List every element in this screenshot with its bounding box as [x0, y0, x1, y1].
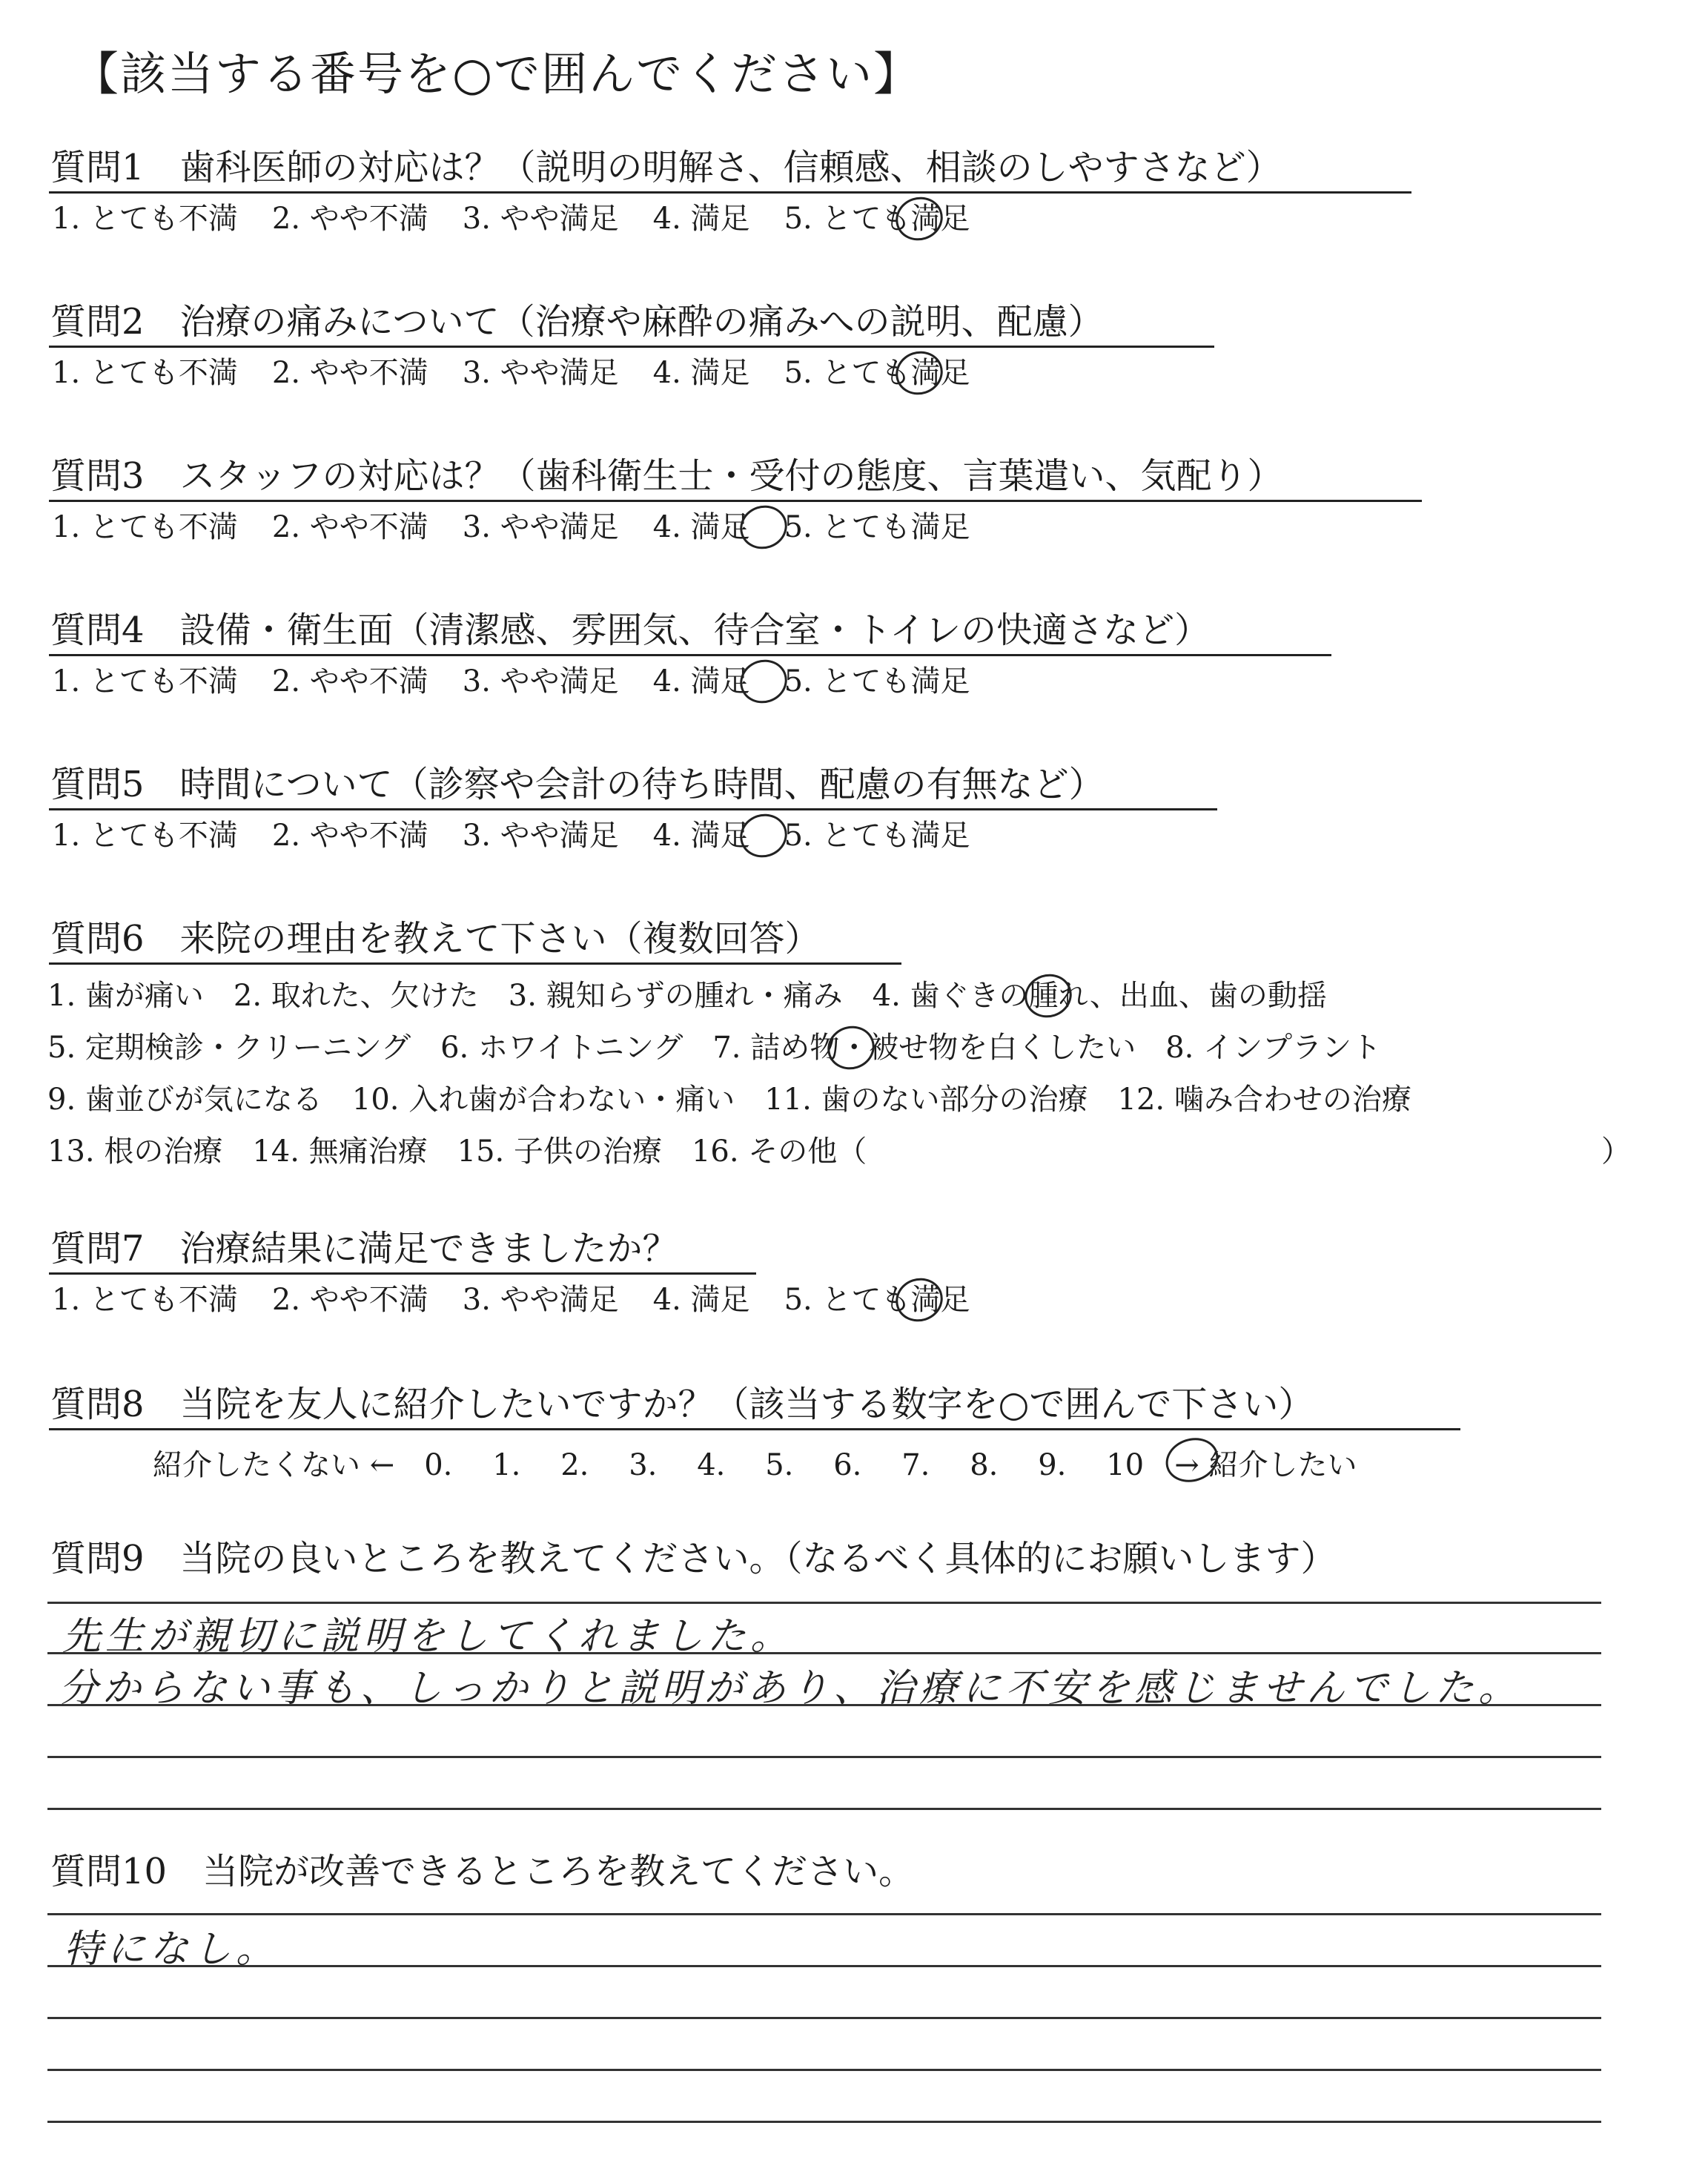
- scale-6[interactable]: 6.: [833, 1448, 862, 1482]
- q5-option-3[interactable]: 3. やや満足: [462, 819, 619, 853]
- answer-line: [47, 1965, 1601, 1967]
- question-5-underline: [49, 808, 1217, 810]
- q2-option-5[interactable]: 5. とても満足: [784, 356, 970, 390]
- question-6-title: 質問6 来院の理由を教えて下さい（複数回答）: [50, 918, 821, 960]
- question-6-other-close: ）: [1601, 1135, 1631, 1169]
- q1-option-4[interactable]: 4. 満足: [652, 202, 750, 236]
- scale-0[interactable]: 0.: [424, 1448, 453, 1482]
- page-title: 【該当する番号を○で囲んでください】: [73, 47, 921, 101]
- question-10-title: 質問10 当院が改善できるところを教えてください。: [50, 1851, 915, 1892]
- q7-option-1[interactable]: 1. とても不満: [52, 1283, 238, 1317]
- scale-3[interactable]: 3.: [629, 1448, 658, 1482]
- q10-answer-line-1[interactable]: 特になし。: [64, 1927, 279, 1972]
- question-6-row-4[interactable]: 13. 根の治療 14. 無痛治療 15. 子供の治療 16. その他（: [47, 1135, 867, 1169]
- question-1-title: 質問1 歯科医師の対応は？（説明の明解さ、信頼感、相談のしやすさなど）: [50, 147, 1282, 188]
- scale-4[interactable]: 4.: [697, 1448, 726, 1482]
- question-1-options: [52, 200, 1004, 237]
- answer-line: [47, 2069, 1601, 2071]
- selection-circle-q6-7: [822, 1020, 881, 1076]
- q2-option-2[interactable]: 2. やや不満: [271, 356, 428, 390]
- question-2-underline: [49, 346, 1214, 348]
- q4-option-1[interactable]: 1. とても不満: [52, 664, 238, 698]
- question-6-row-1[interactable]: 1. 歯が痛い 2. 取れた、欠けた 3. 親知らずの腫れ・痛み 4. 歯ぐきの腫れ、出血、歯の動揺: [47, 979, 1327, 1013]
- question-4-title: 質問4 設備・衛生面（清潔感、雰囲気、待合室・トイレの快適さなど）: [50, 610, 1211, 651]
- scale-7[interactable]: 7.: [901, 1448, 930, 1482]
- q2-option-1[interactable]: 1. とても不満: [52, 356, 238, 390]
- q7-option-4[interactable]: 4. 満足: [652, 1283, 750, 1317]
- question-3-options: [52, 509, 1004, 546]
- answer-line: [47, 1704, 1601, 1706]
- scale-left-label: 紹介したくない ←: [153, 1448, 395, 1482]
- selection-circle-q7: [890, 1272, 949, 1328]
- q7-option-3[interactable]: 3. やや満足: [462, 1283, 619, 1317]
- q1-option-2[interactable]: 2. やや不満: [271, 202, 428, 236]
- question-4-options: [52, 663, 1004, 700]
- scale-1[interactable]: 1.: [492, 1448, 521, 1482]
- q4-option-2[interactable]: 2. やや不満: [271, 664, 428, 698]
- q3-option-5[interactable]: 5. とても満足: [784, 510, 970, 544]
- scale-10[interactable]: 10: [1106, 1448, 1145, 1482]
- question-9-title: 質問9 当院の良いところを教えてください。（なるべく具体的にお願いします）: [50, 1538, 1337, 1579]
- answer-line: [47, 1756, 1601, 1758]
- scale-8[interactable]: 8.: [970, 1448, 999, 1482]
- question-7-underline: [49, 1272, 756, 1275]
- q2-option-3[interactable]: 3. やや満足: [462, 356, 619, 390]
- selection-circle-q2: [890, 346, 949, 401]
- q5-option-5[interactable]: 5. とても満足: [784, 819, 970, 853]
- q1-option-1[interactable]: 1. とても不満: [52, 202, 238, 236]
- q1-option-5[interactable]: 5. とても満足: [784, 202, 970, 236]
- q2-option-4[interactable]: 4. 満足: [652, 356, 750, 390]
- answer-line: [47, 2017, 1601, 2019]
- q9-answer-line-2[interactable]: 分からない事も、しっかりと説明があり、治療に不安を感じませんでした。: [59, 1666, 1522, 1711]
- selection-circle-q1: [890, 191, 949, 247]
- question-5-title: 質問5 時間について（診察や会計の待ち時間、配慮の有無など）: [50, 764, 1105, 805]
- q4-option-4[interactable]: 4. 満足: [652, 664, 750, 698]
- answer-line: [47, 1652, 1601, 1654]
- question-8-underline: [49, 1428, 1460, 1430]
- q9-answer-line-1[interactable]: 先生が親切に説明をしてくれました。: [62, 1614, 794, 1659]
- q4-option-5[interactable]: 5. とても満足: [784, 664, 970, 698]
- question-2-title: 質問2 治療の痛みについて（治療や麻酔の痛みへの説明、配慮）: [50, 301, 1104, 343]
- question-7-options: [52, 1281, 1004, 1318]
- question-3-underline: [49, 500, 1422, 502]
- q3-option-1[interactable]: 1. とても不満: [52, 510, 238, 544]
- question-6-row-3[interactable]: 9. 歯並びが気になる 10. 入れ歯が合わない・痛い 11. 歯のない部分の治療 12. 噛み合わせの治療: [47, 1083, 1411, 1117]
- selection-circle-q6-4: [1019, 968, 1078, 1024]
- question-6-underline: [49, 962, 901, 965]
- q3-option-4[interactable]: 4. 満足: [652, 510, 750, 544]
- q5-option-2[interactable]: 2. やや不満: [271, 819, 428, 853]
- q7-option-2[interactable]: 2. やや不満: [271, 1283, 428, 1317]
- question-1-underline: [49, 191, 1411, 194]
- answer-line: [47, 1602, 1601, 1604]
- q5-option-1[interactable]: 1. とても不満: [52, 819, 238, 853]
- question-6-row-2[interactable]: 5. 定期検診・クリーニング 6. ホワイトニング 7. 詰め物・被せ物を白くしたい 8. インプラント: [47, 1031, 1382, 1065]
- scale-right-label: → 紹介したい: [1174, 1448, 1357, 1482]
- q3-option-2[interactable]: 2. やや不満: [271, 510, 428, 544]
- q1-option-3[interactable]: 3. やや満足: [462, 202, 619, 236]
- scale-2[interactable]: 2.: [560, 1448, 589, 1482]
- question-8-title: 質問8 当院を友人に紹介したいですか？（該当する数字を○で囲んで下さい）: [50, 1384, 1314, 1425]
- selection-circle-q4: [735, 654, 793, 710]
- question-5-options: [52, 817, 1004, 854]
- question-3-title: 質問3 スタッフの対応は？（歯科衛生士・受付の態度、言葉遣い、気配り）: [50, 455, 1283, 497]
- answer-line: [47, 1808, 1601, 1810]
- answer-line: [47, 2121, 1601, 2123]
- selection-circle-q5: [735, 808, 793, 864]
- q3-option-3[interactable]: 3. やや満足: [462, 510, 619, 544]
- answer-line: [47, 1913, 1601, 1915]
- q5-option-4[interactable]: 4. 満足: [652, 819, 750, 853]
- q4-option-3[interactable]: 3. やや満足: [462, 664, 619, 698]
- scale-9[interactable]: 9.: [1038, 1448, 1067, 1482]
- scale-5[interactable]: 5.: [765, 1448, 794, 1482]
- q7-option-5[interactable]: 5. とても満足: [784, 1283, 970, 1317]
- selection-circle-q3: [735, 500, 793, 555]
- question-7-title: 質問7 治療結果に満足できましたか？: [50, 1228, 678, 1269]
- question-4-underline: [49, 654, 1331, 656]
- question-2-options: [52, 354, 1004, 392]
